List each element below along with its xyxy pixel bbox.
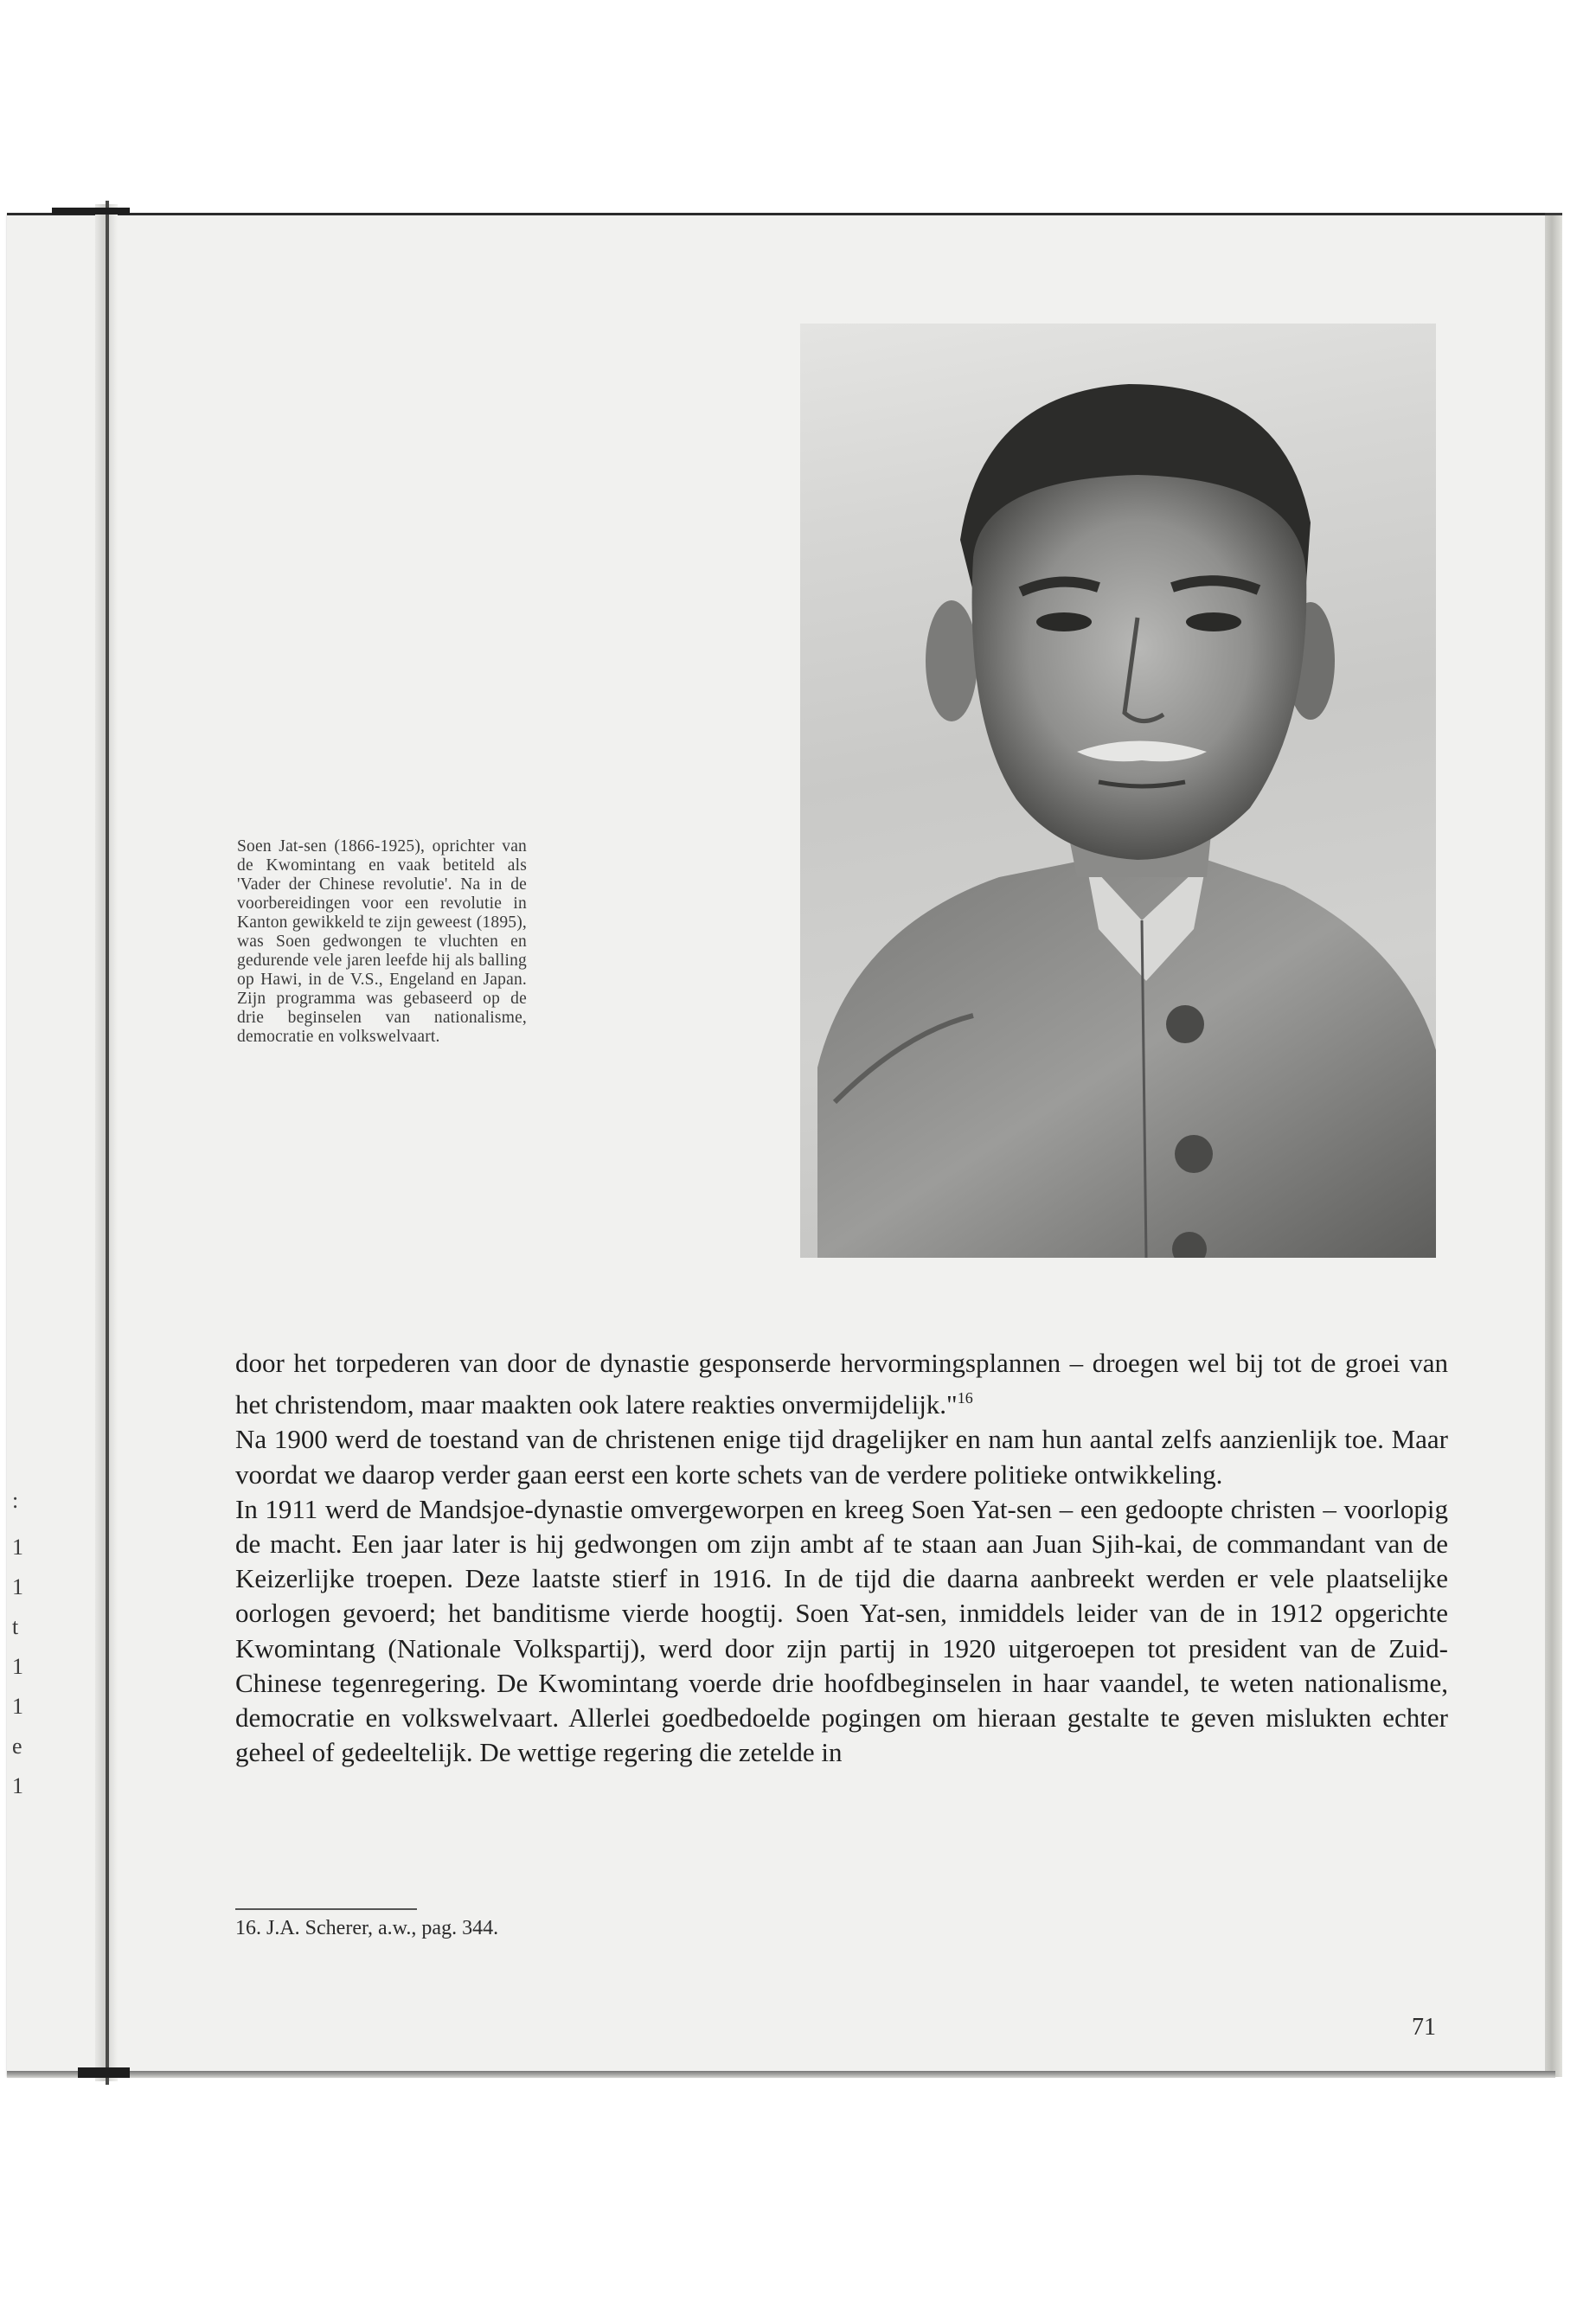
portrait-photo <box>800 324 1436 1258</box>
footnote: 16. J.A. Scherer, a.w., pag. 344. <box>235 1917 499 1939</box>
main-text <box>235 1346 1448 1770</box>
portrait-illustration <box>800 324 1436 1258</box>
page-number: 71 <box>1412 2014 1436 2041</box>
margin-mark: : <box>12 1488 19 1513</box>
margin-mark: 1 <box>12 1574 23 1599</box>
binding-clip-top <box>52 208 130 215</box>
margin-mark: 1 <box>12 1535 23 1560</box>
footnote-divider <box>235 1908 417 1910</box>
margin-mark: e <box>12 1734 22 1759</box>
page-stack-edge <box>1545 213 1562 2077</box>
page-bottom-edge <box>7 2071 1555 2078</box>
paragraph: In 1911 werd de Mandsjoe-dynastie omvergeworpen en kreeg Soen Yat-sen – een gedoopte christen – voorlopig de macht. Een jaar later is hij gedwongen om zijn ambt af te staan aan Juan Sjih-kai, de commandant van de Keizerlijke troepen. Deze laatste stierf in 1916. In de tijd die daarna aanbreekt werden er vele plaatselijke oorlogen gevoerd; het banditisme vierde hoogtij. Soen Yat-sen, inmiddels leider van de in 1912 opgerichte Kwomintang (Nationale Volkspartij), werd door zijn partij in 1920 uitgeroepen tot president van de Zuid-Chinese tegenregering. De Kwomintang voerde drie hoofdbeginselen in haar vaandel, te weten nationalisme, democratie en volkswelvaart. Allerlei goedbedoelde pogingen om hieraan gestalte te geven mislukten echter geheel of gedeeltelijk. De wettige regering die zetelde in <box>235 1493 1448 1768</box>
binding-thread <box>106 201 109 2085</box>
paragraph <box>235 1346 1448 1422</box>
binding-clip-bottom <box>78 2067 130 2078</box>
photo-caption: Soen Jat-sen (1866-1925), oprichter van de Kwomintang en vaak betiteld als 'Vader der Chinese revolutie'. Na in de voorbereidingen voor een revolutie in Kanton gewikkeld te zijn geweest (1895), was Soen gedwongen te vluchten en gedurende vele jaren leefde hij als balling op Hawi, in de V.S., Engeland en Japan. Zijn programma was gebaseerd op de drie beginselen van nationalisme, democratie en volkswelvaart. <box>237 837 527 1046</box>
margin-mark: 1 <box>12 1773 23 1798</box>
margin-mark: t <box>12 1614 19 1639</box>
margin-mark: 1 <box>12 1694 23 1719</box>
paragraph-text: door het torpederen van door de dynastie gesponserde hervormingsplannen – droegen wel bij tot de groei van het christendom, maar maakten ook latere reakties onvermijdelijk." <box>235 1348 1448 1420</box>
paragraph: Na 1900 werd de toestand van de christenen enige tijd dragelijker en nam hun aantal zelfs aanzienlijk toe. Maar voordat we daarop verder gaan eerst een korte schets van de verdere politieke ontwikkeling. <box>235 1424 1448 1490</box>
margin-mark: 1 <box>12 1654 23 1679</box>
footnote-reference: 16 <box>957 1389 973 1407</box>
